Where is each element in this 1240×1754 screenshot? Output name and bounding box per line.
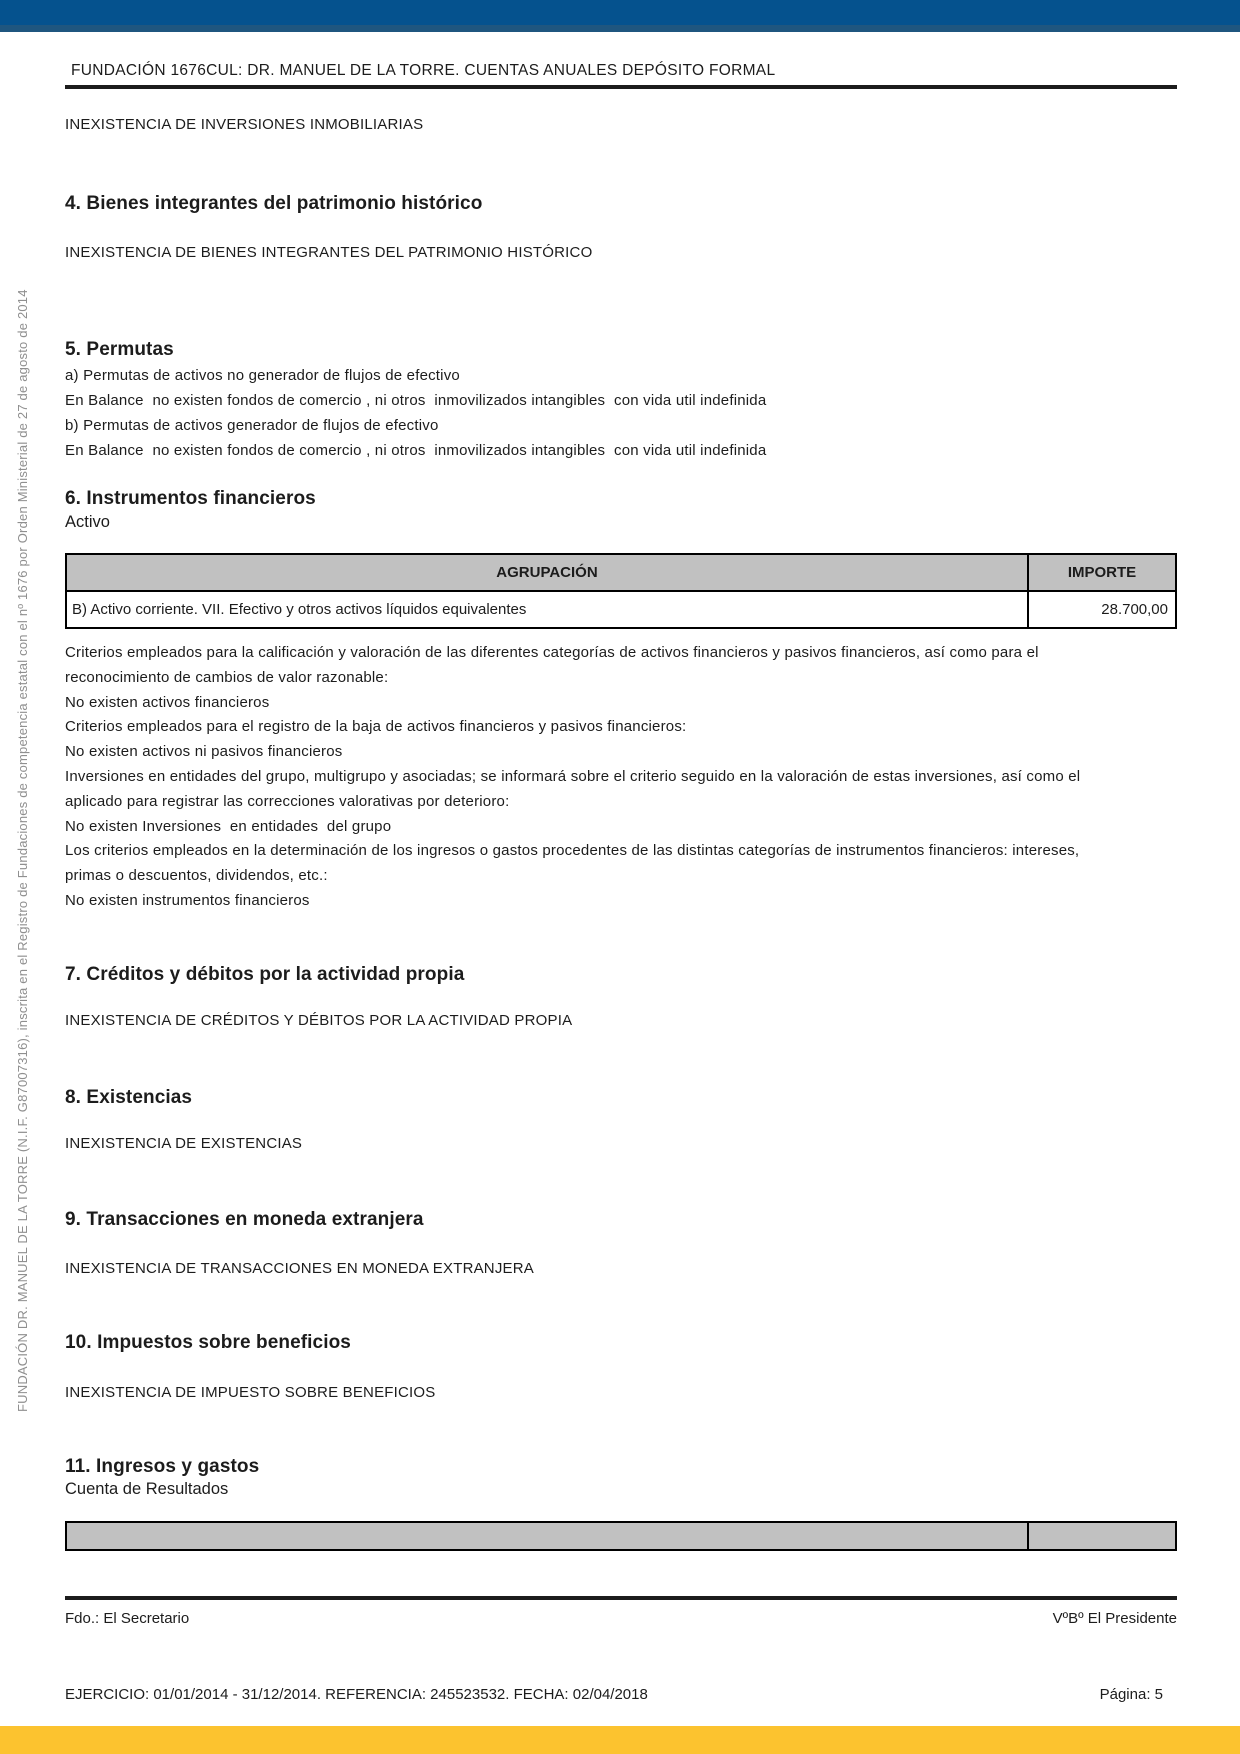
- table-activo: [65, 553, 1177, 629]
- paragraph-line: No existen instrumentos financieros: [65, 891, 310, 909]
- table-activo-row: [67, 590, 1175, 627]
- section-9-heading: 9. Transacciones en moneda extranjera: [65, 1209, 424, 1230]
- signature-secretario: Fdo.: El Secretario: [65, 1610, 190, 1627]
- paragraph-line: aplicado para registrar las correcciones valorativas por deterioro:: [65, 792, 510, 810]
- section-10-statement: INEXISTENCIA DE IMPUESTO SOBRE BENEFICIOS: [65, 1384, 436, 1401]
- table-resultados: [65, 1521, 1177, 1551]
- section-7-heading: 7. Créditos y débitos por la actividad propia: [65, 964, 465, 985]
- table-resultados-header-right: [1029, 1523, 1175, 1549]
- section-5-line-b-detail: En Balance no existen fondos de comercio , ni otros inmovilizados intangibles con vida util indefinida: [65, 442, 767, 459]
- section-4-statement: INEXISTENCIA DE BIENES INTEGRANTES DEL PATRIMONIO HISTÓRICO: [65, 244, 593, 261]
- section-8-statement: INEXISTENCIA DE EXISTENCIAS: [65, 1135, 303, 1152]
- section-5-line-b: b) Permutas de activos generador de flujos de efectivo: [65, 417, 439, 434]
- table-resultados-header-row: [67, 1523, 1175, 1549]
- paragraph-line: Criterios empleados para el registro de la baja de activos financieros y pasivos financieros:: [65, 718, 687, 736]
- paragraph-line: primas o descuentos, dividendos, etc.:: [65, 867, 328, 885]
- paragraph-line: Criterios empleados para la calificación y valoración de las diferentes categorías de activos financieros y pasivos financieros, así como para el: [65, 644, 1039, 661]
- table-activo-cell-importe: 28.700,00: [1101, 601, 1168, 618]
- signature-rule: [65, 1596, 1177, 1600]
- table-activo-cell-agrupacion: B) Activo corriente. VII. Efectivo y otros activos líquidos equivalentes: [67, 592, 1029, 627]
- section-11-heading: 11. Ingresos y gastos: [65, 1456, 260, 1477]
- section-6-paragraph: [65, 641, 1195, 914]
- footer-page-number: Página: 5: [1099, 1686, 1163, 1703]
- sidebar-rotated-text: FUNDACIÓN DR. MANUEL DE LA TORRE (N.I.F. G87007316), inscrita en el Registro de Fundaciones de competencia estatal con el nº 1676 por Orden Ministerial de 27 de agosto de 2014: [15, 289, 30, 1412]
- section-6-subtitle: Activo: [65, 513, 110, 531]
- table-activo-header-importe: IMPORTE: [1067, 564, 1137, 581]
- paragraph-line: reconocimiento de cambios de valor razonable:: [65, 668, 389, 686]
- section-11-subtitle: Cuenta de Resultados: [65, 1480, 229, 1498]
- paragraph-line: No existen activos ni pasivos financieros: [65, 743, 343, 761]
- table-resultados-header-left: [67, 1523, 1029, 1549]
- section-4-heading: 4. Bienes integrantes del patrimonio histórico: [65, 193, 483, 214]
- table-activo-header-row: [67, 555, 1175, 590]
- paragraph-line: Inversiones en entidades del grupo, multigrupo y asociadas; se informará sobre el criterio seguido en la valoración de estas inversiones, así como el: [65, 767, 1081, 785]
- page-title: FUNDACIÓN 1676CUL: DR. MANUEL DE LA TORRE. CUENTAS ANUALES DEPÓSITO FORMAL: [71, 62, 776, 79]
- top-blue-bar: [0, 0, 1240, 32]
- section-8-heading: 8. Existencias: [65, 1087, 193, 1108]
- section-5-heading: 5. Permutas: [65, 339, 174, 360]
- bottom-yellow-bar: [0, 1726, 1240, 1754]
- paragraph-line: No existen Inversiones en entidades del grupo: [65, 817, 392, 835]
- footer-ejercicio: EJERCICIO: 01/01/2014 - 31/12/2014. REFERENCIA: 245523532. FECHA: 02/04/2018: [65, 1686, 648, 1703]
- top-bar-stripe: [0, 25, 1240, 32]
- section-5-line-a: a) Permutas de activos no generador de flujos de efectivo: [65, 367, 460, 384]
- section-7-statement: INEXISTENCIA DE CRÉDITOS Y DÉBITOS POR LA ACTIVIDAD PROPIA: [65, 1012, 573, 1029]
- section-6-heading: 6. Instrumentos financieros: [65, 488, 316, 509]
- section-10-heading: 10. Impuestos sobre beneficios: [65, 1332, 351, 1353]
- section-5-line-a-detail: En Balance no existen fondos de comercio , ni otros inmovilizados intangibles con vida util indefinida: [65, 392, 767, 409]
- section-9-statement: INEXISTENCIA DE TRANSACCIONES EN MONEDA EXTRANJERA: [65, 1260, 534, 1277]
- paragraph-line: No existen activos financieros: [65, 693, 270, 711]
- paragraph-line: Los criterios empleados en la determinación de los ingresos o gastos procedentes de las distintas categorías de instrumentos financieros: intereses,: [65, 842, 1080, 860]
- statement-inversiones-inmobiliarias: INEXISTENCIA DE INVERSIONES INMOBILIARIAS: [65, 116, 424, 133]
- signature-presidente: VºBº El Presidente: [1052, 1610, 1177, 1627]
- table-activo-header-agrupacion: AGRUPACIÓN: [67, 555, 1029, 590]
- title-underline: [65, 85, 1177, 89]
